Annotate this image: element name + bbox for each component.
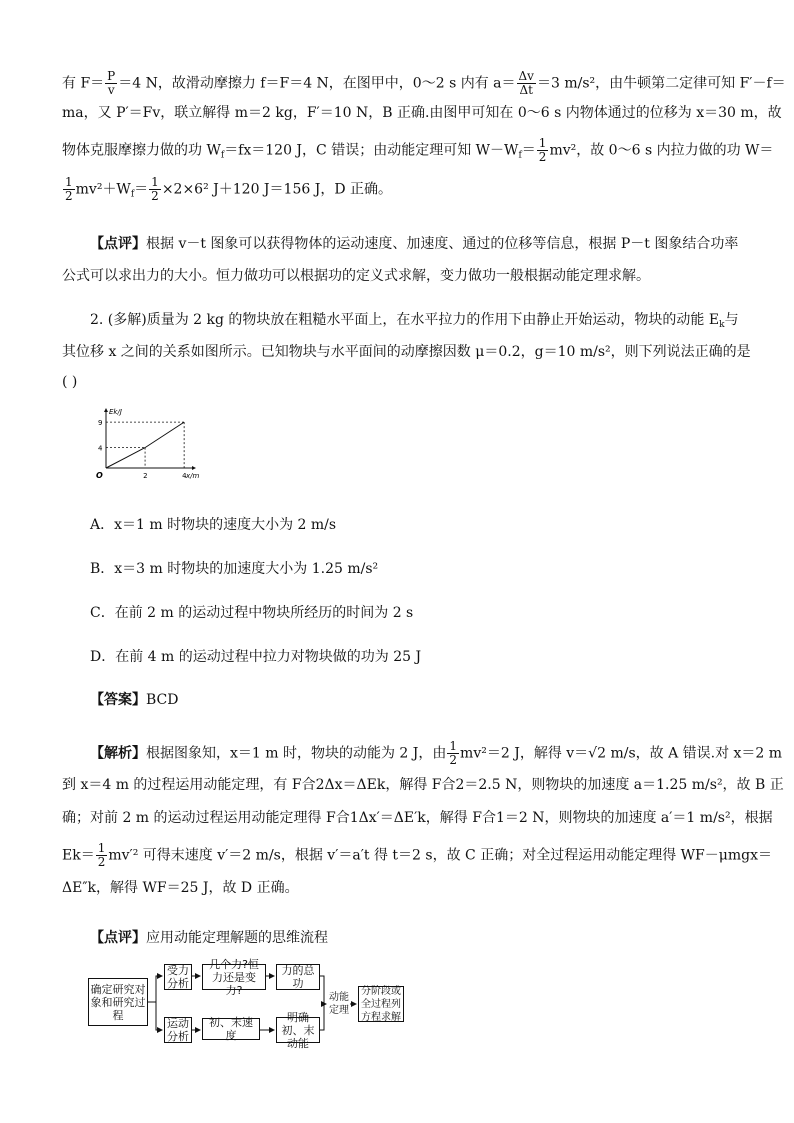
comment-line xyxy=(90,234,738,254)
flow-box-kinetic: 明确初、末动能 xyxy=(276,1017,320,1043)
analysis-line: 确；对前 2 m 的运动过程运用动能定理得 F合1Δx′＝ΔE′k，解得 F合1＝2 N，则物块的加速度 a′＝1 m/s²，根据 xyxy=(62,810,773,826)
fraction-numerator: 1 xyxy=(97,841,106,855)
text-span: ×2×6² J＋120 J＝156 J，D 正确。 xyxy=(161,181,393,198)
fraction-numerator: P xyxy=(107,69,116,83)
text-span: ＝fx＝120 J，C 错误；由动能定理可知 W－W xyxy=(224,142,519,159)
question-text: 2. (多解)质量为 2 kg 的物块放在粗糙水平面上，在水平拉力的作用下由静止开始运动，物块的动能 E xyxy=(90,312,720,328)
flow-box-motion: 运动分析 xyxy=(164,1017,192,1043)
text-span: ＝4 N，故滑动摩擦力 f＝F＝4 N，在图甲中，0～2 s 内有 a＝ xyxy=(118,75,516,92)
fraction-denominator: 2 xyxy=(65,189,73,203)
flow-box-force: 受力分析 xyxy=(164,964,192,990)
fraction-numerator: Δv xyxy=(518,69,534,83)
flowchart xyxy=(88,957,418,1060)
analysis-text: Ek＝ xyxy=(62,847,95,864)
text-span: ＝3 m/s²，由牛顿第二定律可知 F′－f＝ xyxy=(536,75,786,92)
text-line xyxy=(62,70,786,97)
comment-line xyxy=(90,928,328,948)
y-axis-arrow xyxy=(104,408,108,412)
option-b[interactable]: B．x＝3 m 时物块的加速度大小为 1.25 m/s² xyxy=(90,561,379,577)
fraction-denominator: 2 xyxy=(97,855,106,869)
comment-tag: 【点评】 xyxy=(90,236,146,252)
analysis-line xyxy=(62,842,772,869)
fraction-denominator: v xyxy=(107,83,115,97)
analysis-tag: 【解析】 xyxy=(90,745,146,762)
text-span: ＝ xyxy=(134,181,149,198)
text-line: ma，又 P′＝Fv，联立解得 m＝2 kg，F′＝10 N，B 正确.由图甲可知在 0～6 s 内物体通过的位移为 x＝30 m，故 xyxy=(62,105,782,121)
analysis-line: 到 x＝4 m 的过程运用动能定理，有 F合2Δx＝ΔEk，解得 F合2＝2.5 N，则物块的加速度 a＝1.25 m/s²，故 B 正 xyxy=(62,777,784,793)
analysis-text: mv²＝2 J，解得 v＝√2 m/s，故 A 错误.对 x＝2 m xyxy=(460,745,783,762)
fraction xyxy=(149,176,161,203)
x-axis-arrow xyxy=(192,466,196,470)
x-axis-label: x/m xyxy=(186,472,200,480)
answer-value: BCD xyxy=(146,692,179,708)
fraction-numerator: 1 xyxy=(449,739,458,753)
text-span: 有 F＝ xyxy=(62,75,105,92)
fraction xyxy=(447,740,459,767)
subscript: f xyxy=(220,150,225,161)
fraction-numerator: 1 xyxy=(65,175,73,189)
fraction xyxy=(537,137,549,164)
answer-blank: ( ) xyxy=(62,374,78,390)
fraction xyxy=(517,70,536,97)
comment-line: 公式可以求出力的大小。恒力做功可以根据功的定义式求解，变力做功一般根据动能定理求解。 xyxy=(62,268,650,284)
comment-tag: 【点评】 xyxy=(90,930,146,946)
text-span: mv²＋W xyxy=(75,181,131,198)
flow-box-start: 确定研究对象和研究过程 xyxy=(88,978,148,1026)
fraction xyxy=(105,70,117,97)
comment-text: 应用动能定理解题的思维流程 xyxy=(146,930,328,946)
text-span: 物体克服摩擦力做的功 W xyxy=(62,142,221,159)
y-axis-label: Ek/J xyxy=(109,408,122,416)
text-line xyxy=(62,176,392,205)
ek-x-chart xyxy=(90,408,200,490)
text-span: ＝ xyxy=(521,142,536,159)
analysis-text: mv′² 可得末速度 v′＝2 m/s，根据 v′＝a′t 得 t＝2 s，故 C 正确；对全过程运用动能定理得 WF－μmgx＝ xyxy=(108,847,772,864)
option-c[interactable]: C．在前 2 m 的运动过程中物块所经历的时间为 2 s xyxy=(90,605,414,621)
flow-label-theorem: 动能定理 xyxy=(328,988,350,1020)
fraction xyxy=(96,842,108,869)
option-a[interactable]: A．x＝1 m 时物块的速度大小为 2 m/s xyxy=(90,517,337,533)
origin-label: O xyxy=(96,471,103,480)
fraction-denominator: 2 xyxy=(449,753,458,767)
x-tick-label: 4 xyxy=(182,472,187,480)
flow-box-solve: 分阶段或全过程列方程求解 xyxy=(358,986,404,1022)
fraction-denominator: 2 xyxy=(151,189,159,203)
question-text: 与 xyxy=(724,312,739,328)
analysis-text: 根据图象知，x＝1 m 时，物块的动能为 2 J，由 xyxy=(146,745,447,762)
comment-text: 根据 v－t 图象可以获得物体的运动速度、加速度、通过的位移等信息，根据 P－t 图象结合功率 xyxy=(146,236,739,252)
x-tick-label: 2 xyxy=(143,472,148,480)
option-d[interactable]: D．在前 4 m 的运动过程中拉力对物块做的功为 25 J xyxy=(90,649,422,665)
y-tick-label: 9 xyxy=(98,419,103,428)
text-span: mv²，故 0～6 s 内拉力做的功 W＝ xyxy=(549,142,774,159)
y-tick-label: 4 xyxy=(98,444,103,453)
fraction-numerator: 1 xyxy=(538,136,547,150)
question-line: 其位移 x 之间的关系如图所示。已知物块与水平面间的动摩擦因数 μ＝0.2，g＝10 m/s²，则下列说法正确的是 xyxy=(62,344,751,360)
fraction-numerator: 1 xyxy=(151,175,159,189)
analysis-line: ΔE″k，解得 WF＝25 J，故 D 正确。 xyxy=(62,880,299,896)
fraction-denominator: 2 xyxy=(538,150,547,164)
flow-box-total-work: 力的总功 xyxy=(276,964,320,990)
fraction-denominator: Δt xyxy=(519,83,533,97)
fraction xyxy=(63,176,75,203)
answer-line xyxy=(90,690,178,710)
question-line xyxy=(90,310,739,335)
subscript: f xyxy=(130,189,135,200)
subscript: k xyxy=(719,320,725,330)
analysis-line xyxy=(90,740,782,767)
subscript: f xyxy=(518,150,522,161)
flow-box-velocities: 初、末速度 xyxy=(202,1018,260,1040)
answer-tag: 【答案】 xyxy=(90,692,146,708)
flow-box-question: 几个力?恒力还是变力? xyxy=(202,964,266,990)
text-line xyxy=(62,137,773,166)
